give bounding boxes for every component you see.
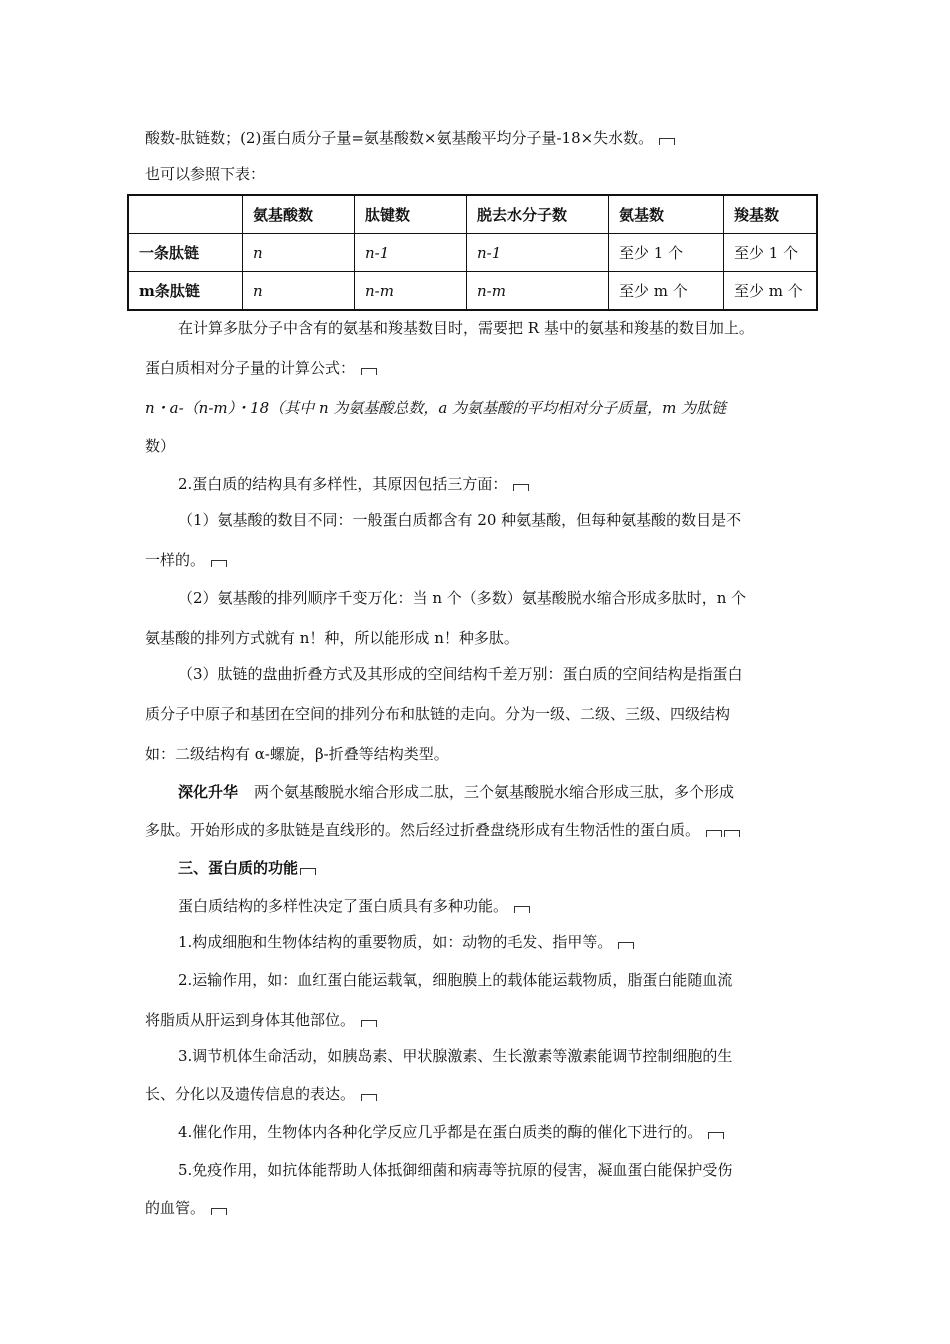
text: 2.蛋白质的结构具有多样性，其原因包括三方面：	[178, 475, 508, 493]
return-mark-icon	[706, 830, 722, 837]
return-mark-icon	[300, 868, 316, 875]
line-p5b: 数）	[145, 437, 176, 455]
line-p13b	[145, 1010, 377, 1030]
line-p7b	[145, 550, 227, 570]
table-cell: n-m	[467, 272, 609, 311]
line-p9b: 质分子中原子和基团在空间的排列分布和肽链的走向。分为一级、二级、三级、四级结构	[145, 705, 731, 723]
text: 1.构成细胞和生物体结构的重要物质，如：动物的毛发、指甲等。	[178, 933, 613, 951]
table-cell: n	[243, 234, 355, 272]
return-mark-icon	[708, 1132, 724, 1139]
text: 4.催化作用，生物体内各种化学反应几乎都是在蛋白质类的酶的催化下进行的。	[178, 1123, 703, 1141]
header-cell	[128, 195, 243, 234]
heading-text: 三、蛋白质的功能	[178, 859, 299, 877]
header-cell: 脱去水分子数	[467, 195, 609, 234]
return-mark-icon	[211, 560, 227, 567]
table-cell: 至少 1 个	[724, 234, 818, 272]
line-p7a: （1）氨基酸的数目不同：一般蛋白质都含有 20 种氨基酸，但每种氨基酸的数目是不	[178, 511, 742, 529]
line-p10a	[178, 782, 734, 802]
line-p13a: 2.运输作用，如：血红蛋白能运载氧，细胞膜上的载体能运载物质，脂蛋白能随血流	[178, 971, 733, 989]
line-p9c: 如：二级结构有 α-螺旋，β-折叠等结构类型。	[145, 745, 449, 763]
line-p9a: （3）肽链的盘曲折叠方式及其形成的空间结构千差万别：蛋白质的空间结构是指蛋白	[178, 665, 743, 683]
return-mark-icon	[724, 830, 740, 837]
text: 两个氨基酸脱水缩合形成二肽，三个氨基酸脱水缩合形成三肽，多个形成	[254, 783, 735, 801]
row-label: 一条肽链	[128, 234, 243, 272]
text: 将脂质从肝运到身体其他部位。	[145, 1011, 356, 1029]
text: 的血管。	[145, 1199, 206, 1217]
line-p8a: （2）氨基酸的排列顺序千变万化：当 n 个（多数）氨基酸脱水缩合形成多肽时，n 个	[178, 589, 747, 607]
table-row	[128, 272, 817, 311]
line-p8b: 氨基酸的排列方式就有 n！种，所以能形成 n！种多肽。	[145, 629, 519, 647]
line-p16b	[145, 1198, 227, 1218]
return-mark-icon	[514, 906, 530, 913]
line-p14b	[145, 1084, 377, 1104]
row-label: m条肽链	[128, 272, 243, 311]
line-p2: 也可以参照下表：	[145, 165, 266, 183]
section-label: 深化升华	[178, 783, 239, 801]
text: 一样的。	[145, 551, 206, 569]
table-cell: n-1	[355, 234, 467, 272]
line-p11	[178, 896, 530, 916]
text: 蛋白质结构的多样性决定了蛋白质具有多种功能。	[178, 897, 509, 915]
return-mark-icon	[659, 138, 675, 145]
line-p3: 在计算多肽分子中含有的氨基和羧基数目时，需要把 R 基中的氨基和羧基的数目加上。	[178, 319, 754, 337]
table-cell: 至少 m 个	[724, 272, 818, 311]
line-p12	[178, 932, 634, 952]
text: 多肽。开始形成的多肽链是直线形的。然后经过折叠盘绕形成有生物活性的蛋白质。	[145, 821, 701, 839]
header-cell: 氨基数	[609, 195, 724, 234]
return-mark-icon	[361, 368, 377, 375]
text: 长、分化以及遗传信息的表达。	[145, 1085, 356, 1103]
return-mark-icon	[618, 942, 634, 949]
return-mark-icon	[361, 1020, 377, 1027]
table-row	[128, 234, 817, 272]
table-header-row	[128, 195, 817, 234]
header-cell: 氨基酸数	[243, 195, 355, 234]
return-mark-icon	[361, 1094, 377, 1101]
line-p5a: n・a-（n-m）・18（其中 n 为氨基酸总数，a 为氨基酸的平均相对分子质量，m 为肽链	[145, 399, 727, 417]
table-cell: n	[243, 272, 355, 311]
line-p15	[178, 1122, 724, 1142]
line-p6	[178, 474, 529, 494]
table-cell: n-1	[467, 234, 609, 272]
text: 酸数-肽链数；(2)蛋白质分子量=氨基酸数×氨基酸平均分子量-18×失水数。	[145, 129, 654, 147]
amino-acid-table	[127, 194, 818, 311]
return-mark-icon	[211, 1208, 227, 1215]
table-cell: n-m	[355, 272, 467, 311]
line-p10b	[145, 820, 740, 840]
table-cell: 至少 1 个	[609, 234, 724, 272]
line-p14a: 3.调节机体生命活动，如胰岛素、甲状腺激素、生长激素等激素能调节控制细胞的生	[178, 1047, 733, 1065]
return-mark-icon	[513, 484, 529, 491]
line-p1	[145, 128, 675, 148]
section-heading	[178, 858, 316, 878]
line-p16a: 5.免疫作用，如抗体能帮助人体抵御细菌和病毒等抗原的侵害，凝血蛋白能保护受伤	[178, 1161, 733, 1179]
header-cell: 肽键数	[355, 195, 467, 234]
header-cell: 羧基数	[724, 195, 818, 234]
line-p4	[145, 358, 377, 378]
text: 蛋白质相对分子量的计算公式：	[145, 359, 356, 377]
table-cell: 至少 m 个	[609, 272, 724, 311]
